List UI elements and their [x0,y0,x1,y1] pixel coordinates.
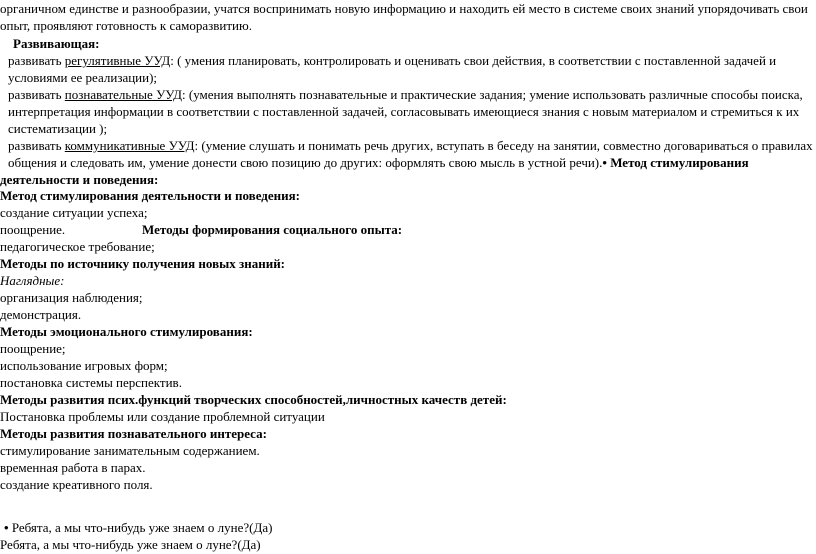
bullet-icon: • [4,520,9,535]
interest-item-3: создание креативного поля. [0,477,153,492]
intro-line-1: органичном единстве и разнообразии, учатся воспринимать новую информацию и находить ей место в системе своих знаний упорядочивать свои [0,1,808,16]
com-tail-bold: Метод стимулирования [606,155,749,170]
cog-term: познавательные УУД [64,87,183,102]
stim-heading: Метод стимулирования деятельности и поведения: [0,188,300,203]
interest-heading: Методы развития познавательного интереса: [0,426,267,441]
interest-item-1: стимулирование занимательным содержанием. [0,443,260,458]
cog-text-3: систематизации ); [8,121,108,136]
social-heading: Методы формирования социального опыта: [142,222,403,237]
com-text-1: : (умение слушать и понимать речь других, вступать в беседу на занятии, совместно договариваться о правилах [194,138,813,153]
cog-text-1: : (умения выполнять познавательные и практические задания; умение использовать различные способы поиска, [182,87,803,102]
psych-heading: Методы развития псих.функций творческих способностей,личностных качеств детей: [0,392,507,407]
psych-item-1: Постановка проблемы или создание проблемной ситуации [0,409,325,424]
emo-item-1: поощрение; [0,341,66,356]
bullet-icon: • [602,155,607,170]
developing-heading: Развивающая: [13,36,100,51]
reg-term: регулятивные УУД [64,53,171,68]
social-item-1: педагогическое требование; [0,239,155,254]
regulative-paragraph [0,52,812,69]
moon-question-2: Ребята, а мы что-нибудь уже знаем о луне?(Да) [0,537,261,552]
stim-item-2: поощрение. [0,222,66,237]
reg-text-1: : ( умения планировать, контролировать и оценивать свои действия, в соответствии с поставленной задачей и [170,53,777,68]
communicative-paragraph [0,137,812,154]
visual-item-2: демонстрация. [0,307,82,322]
emo-item-3: постановка системы перспектив. [0,375,182,390]
moon-question-1: Ребята, а мы что-нибудь уже знаем о луне?(Да) [8,520,273,535]
emo-item-2: использование игровых форм; [0,358,168,373]
com-prefix: развивать [8,138,65,153]
com-term: коммуникативные УУД [64,138,195,153]
reg-text-2: условиями ее реализации); [8,70,158,85]
emo-heading: Методы эмоционального стимулирования: [0,324,253,339]
cog-prefix: развивать [8,87,65,102]
visual-label: Наглядные: [0,273,65,288]
com-text-2: общения и следовать им, умение донести свою позицию до других: оформлять свою мысль в устной речи). [8,155,603,170]
com-text-2-line [0,154,812,171]
visual-item-1: организация наблюдения; [0,290,143,305]
reg-prefix: развивать [8,53,65,68]
stim-social-line [0,221,812,238]
moon-question-bullet [0,519,812,536]
intro-line-2: опыт, проявляют готовность к саморазвитию. [0,18,252,33]
continued-bold: деятельности и поведения: [0,172,159,187]
stim-item-1: создание ситуации успеха; [0,205,148,220]
cognitive-paragraph [0,86,812,103]
interest-item-2: временная работа в парах. [0,460,146,475]
source-heading: Методы по источнику получения новых знаний: [0,256,286,271]
cog-text-2: интерпретация информации в соответствии с поставленной задачей, согласовывать имеющиеся знания с новым материалом и стремиться к их [8,104,800,119]
